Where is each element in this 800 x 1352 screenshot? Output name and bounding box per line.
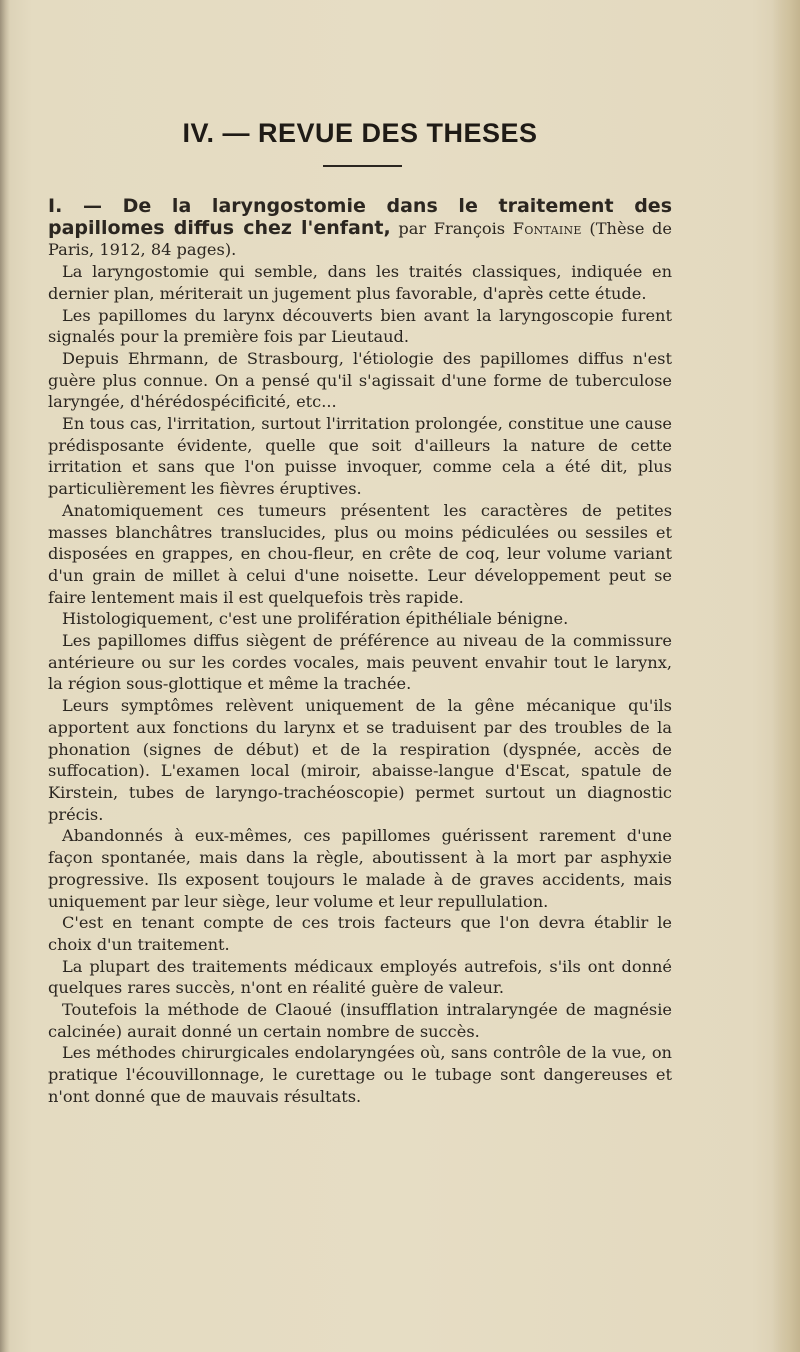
paragraph: C'est en tenant compte de ces trois facteurs que l'on devra établir le choix d'un traitement. bbox=[48, 913, 672, 954]
byline-prefix: par François bbox=[390, 218, 513, 238]
article-heading-paragraph bbox=[48, 196, 672, 261]
page-right-edge-stain bbox=[772, 0, 800, 1352]
article-body bbox=[48, 196, 672, 1108]
paragraph: Depuis Ehrmann, de Strasbourg, l'étiologie des papillomes diffus n'est guère plus connue. On a pensé qu'il s'agissait d'une forme de tuberculose laryngée, d'hérédospécificité, etc... bbox=[48, 348, 672, 412]
paragraph: Anatomiquement ces tumeurs présentent les caractères de petites masses blanchâtres translucides, plus ou moins pédiculées ou sessiles et disposées en grappes, en chou-fleur, en crête de coq, leur volume variant d'un grain de millet à celui d'une noisette. Leur développement peut se faire lentement mais il est quelquefois très rapide. bbox=[48, 500, 672, 607]
paragraph: Abandonnés à eux-mêmes, ces papillomes guérissent rarement d'une façon spontanée, mais dans la règle, aboutissent à la mort par asphyxie progressive. Ils exposent toujours le malade à de graves accidents, mais uniquement par leur siège, leur volume et leur repullulation. bbox=[48, 826, 672, 911]
paragraph: Histologiquement, c'est une prolifération épithéliale bénigne. bbox=[62, 609, 569, 629]
byline-suffix: (Thèse de Paris, 1912, 84 pages). bbox=[48, 218, 673, 260]
page-left-edge-shadow bbox=[0, 0, 10, 1352]
paragraph: La laryngostomie qui semble, dans les traités classiques, indiquée en dernier plan, mériterait un jugement plus favorable, d'après cette étude. bbox=[48, 262, 672, 303]
title-divider bbox=[323, 165, 402, 167]
paragraph: Les papillomes du larynx découverts bien avant la laryngoscopie furent signalés pour la première fois par Lieutaud. bbox=[48, 305, 672, 347]
paragraph: En tous cas, l'irritation, surtout l'irritation prolongée, constitue une cause prédisposante évidente, quelle que soit d'ailleurs la nature de cette irritation et sans que l'on puisse invoquer, comme cela a été dit, plus particulièrement les fièvres éruptives. bbox=[48, 414, 672, 499]
paragraph: Les méthodes chirurgicales endolaryngées où, sans contrôle de la vue, on pratique l'écouvillonnage, le curettage ou le tubage sont dangereuses et n'ont donné que de mauvais résultats. bbox=[48, 1043, 672, 1106]
article-heading: I. — De la laryngostomie dans le traitement des papillomes diffus chez l'enfant, bbox=[48, 195, 672, 239]
author-name: Fontaine bbox=[512, 218, 582, 238]
paragraph: Leurs symptômes relèvent uniquement de la gêne mécanique qu'ils apportent aux fonctions du larynx et se traduisent par des troubles de la phonation (signes de début) et de la respiration (dyspnée, accès de suffocation). L'examen local (miroir, abaisse-langue d'Escat, spatule de Kirstein, tubes de laryngo-trachéoscopie) permet surtout un diagnostic précis. bbox=[48, 696, 672, 824]
paragraph: La plupart des traitements médicaux employés autrefois, s'ils ont donné quelques rares succès, n'ont en réalité guère de valeur. bbox=[48, 956, 672, 998]
paragraph: Toutefois la méthode de Claoué (insufflation intralaryngée de magnésie calcinée) aurait donné un certain nombre de succès. bbox=[48, 1000, 672, 1041]
section-title: IV. — REVUE DES THESES bbox=[182, 118, 538, 148]
paragraph: Les papillomes diffus siègent de préférence au niveau de la commissure antérieure ou sur les cordes vocales, mais peuvent envahir tout le larynx, la région sous-glottique et même la trachée. bbox=[48, 631, 672, 694]
